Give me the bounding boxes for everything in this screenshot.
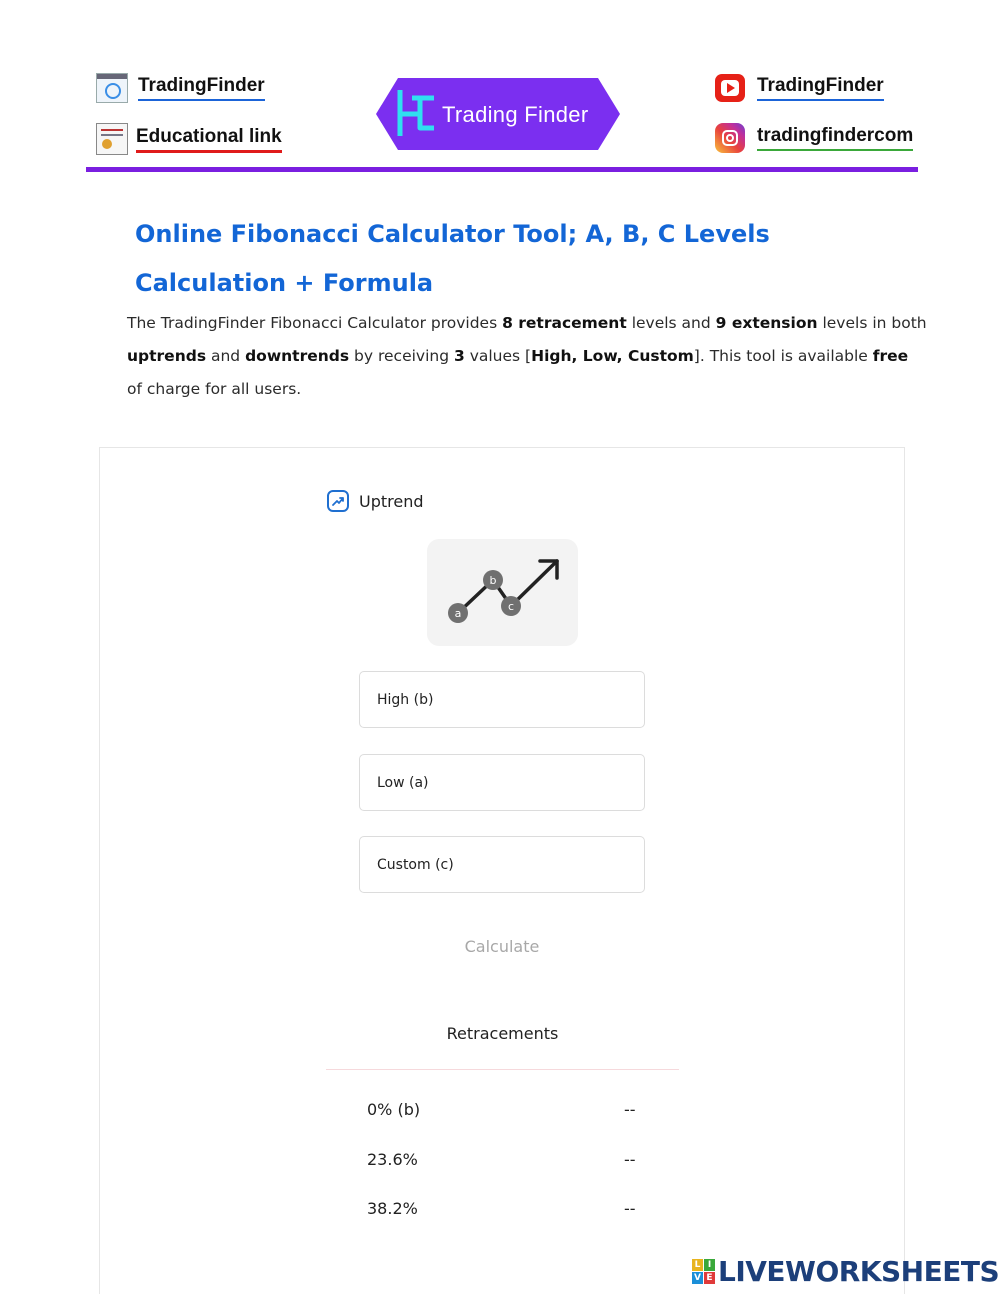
- liveworksheets-badge-icon: [692, 1259, 716, 1285]
- intro-text: ]. This tool is available: [693, 347, 873, 365]
- educational-link[interactable]: [96, 123, 282, 155]
- intro-text: levels in both: [817, 314, 927, 332]
- badge-letter: L: [692, 1259, 703, 1271]
- intro-text: by receiving: [349, 347, 454, 365]
- intro-text: and: [206, 347, 246, 365]
- retracement-level: 38.2%: [367, 1199, 418, 1218]
- trend-toggle[interactable]: [327, 490, 424, 512]
- intro-emphasis: uptrends: [127, 347, 207, 365]
- point-a-label: a: [454, 607, 462, 620]
- instagram-link-label: tradingfindercom: [757, 125, 913, 151]
- intro-text: levels and: [626, 314, 716, 332]
- youtube-icon: [715, 74, 745, 102]
- educational-link-label: Educational link: [136, 126, 282, 153]
- point-b-label: b: [489, 574, 497, 587]
- liveworksheets-brand[interactable]: [692, 1255, 999, 1288]
- website-link[interactable]: [96, 73, 265, 103]
- retracement-value: --: [624, 1100, 636, 1119]
- youtube-link-label: TradingFinder: [757, 75, 884, 101]
- trending-up-icon: [327, 490, 349, 512]
- intro-emphasis: 3: [453, 347, 465, 365]
- retracement-level: 23.6%: [367, 1150, 418, 1169]
- badge-letter: E: [704, 1272, 715, 1284]
- retracements-divider: [326, 1069, 679, 1070]
- instagram-icon: [715, 123, 745, 153]
- retracements-heading: Retracements: [446, 1024, 559, 1043]
- page-title: Online Fibonacci Calculator Tool; A, B, C Levels Calculation + Formula: [135, 220, 770, 297]
- logo-text: Trading Finder: [442, 102, 589, 127]
- point-c-label: c: [507, 600, 515, 613]
- document-icon: [96, 123, 128, 155]
- globe-icon: [96, 73, 128, 103]
- uptrend-diagram: [427, 539, 578, 646]
- intro-emphasis: 8 retracement: [502, 314, 627, 332]
- retracement-level: 0% (b): [367, 1100, 421, 1119]
- badge-letter: V: [692, 1272, 703, 1284]
- retracement-value: --: [624, 1199, 636, 1218]
- uptrend-diagram-icon: [427, 539, 578, 646]
- calculate-button[interactable]: Calculate: [402, 930, 602, 962]
- custom-input[interactable]: [359, 836, 645, 893]
- intro-text: of charge for all users.: [127, 380, 302, 398]
- trading-finder-logo[interactable]: [376, 78, 620, 150]
- liveworksheets-wordmark: LIVEWORKSHEETS: [718, 1255, 1000, 1288]
- intro-emphasis: 9 extension: [715, 314, 818, 332]
- intro-emphasis: downtrends: [245, 347, 350, 365]
- intro-text: The TradingFinder Fibonacci Calculator provides: [127, 314, 503, 332]
- intro-paragraph: [127, 307, 927, 406]
- intro-emphasis: free: [872, 347, 909, 365]
- high-input[interactable]: [359, 671, 645, 728]
- low-input[interactable]: [359, 754, 645, 811]
- badge-letter: I: [704, 1259, 715, 1271]
- instagram-link[interactable]: [715, 123, 913, 153]
- website-link-label: TradingFinder: [138, 75, 265, 101]
- youtube-link[interactable]: [715, 74, 884, 102]
- retracement-value: --: [624, 1150, 636, 1169]
- intro-text: values [: [464, 347, 532, 365]
- trend-label: Uptrend: [359, 491, 424, 511]
- header-divider: [86, 167, 918, 172]
- intro-emphasis: High, Low, Custom: [531, 347, 694, 365]
